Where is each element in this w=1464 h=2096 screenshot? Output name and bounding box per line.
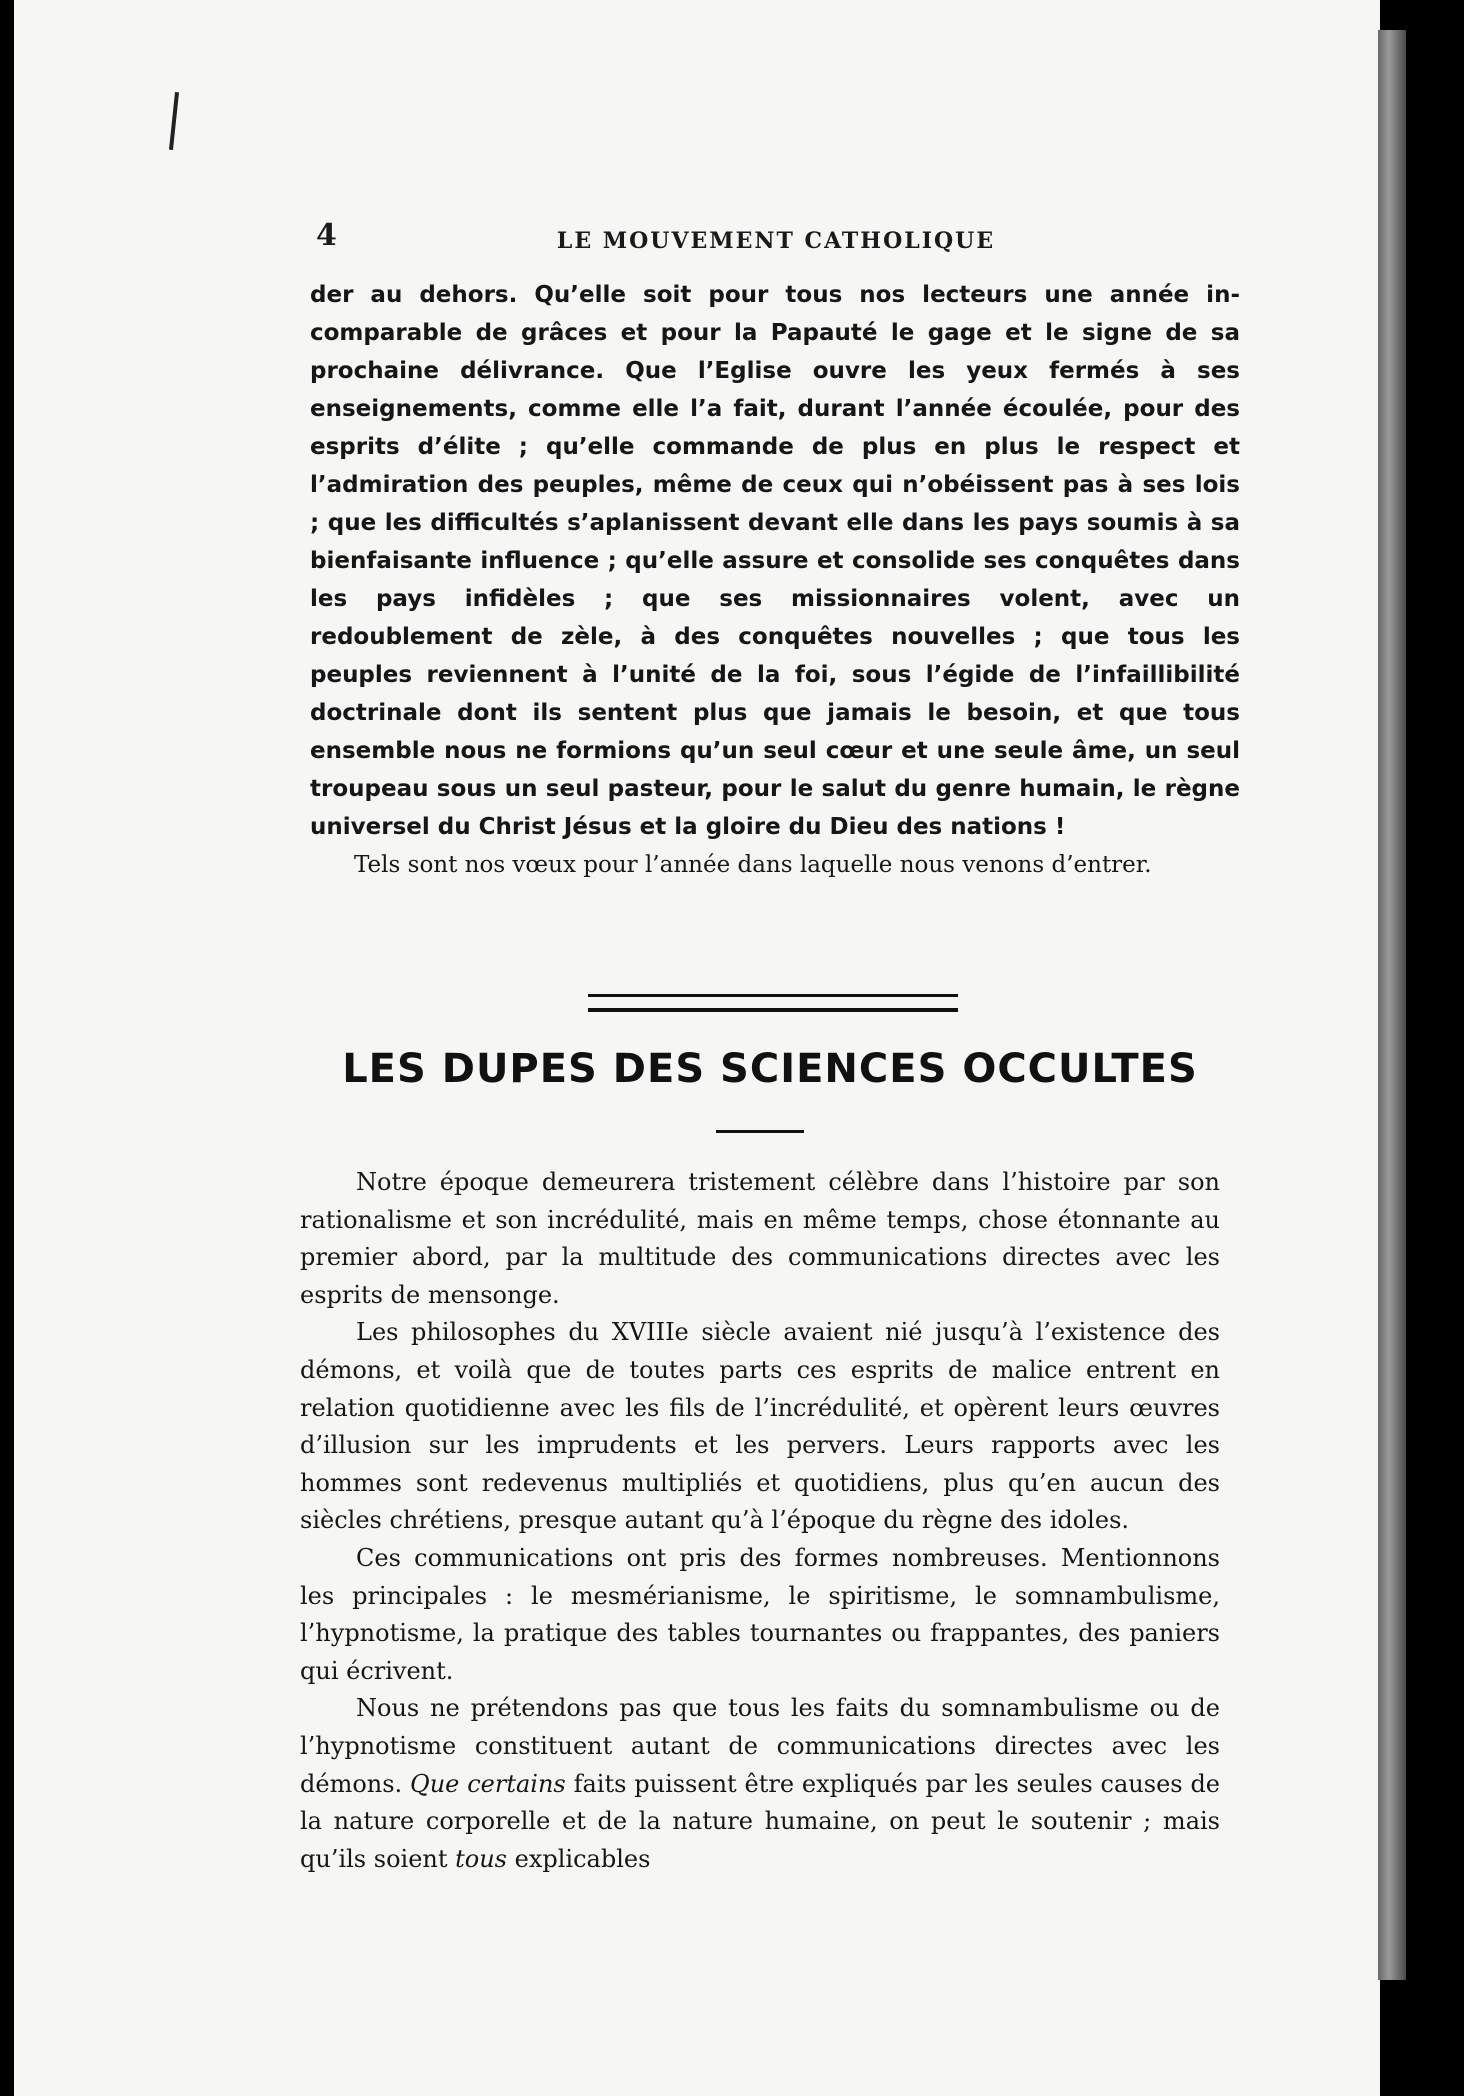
p4-text-a: Nous ne prétendons pas que tous les faits du somnambulisme ou de l’hypnotisme constituent autant de communications directes avec les démons. xyxy=(300,1694,1220,1798)
p4-emphasis-a: Que certains xyxy=(410,1769,566,1798)
p4-emphasis-b: tous xyxy=(455,1844,507,1873)
page-header xyxy=(316,218,1236,258)
intro-text xyxy=(310,276,1240,884)
p4-text-b: faits puissent être expliqués par les seules causes de la nature corporelle et de la nature humaine, on peut le soutenir ; mais qu’ils soient xyxy=(300,1769,1221,1873)
article-paragraph-2: Les philosophes du XVIIIe siècle avaient nié jusqu’à l’existence des démons, et voilà que de toutes parts ces esprits de malice entrent en relation quotidienne avec les fils de l’incrédulité, et opèrent leurs œuvres d’illusion sur les imprudents et les pervers. Leurs rapports avec les hommes sont redevenus multipliés et quotidiens, plus qu’en aucun des siècles chrétiens, presque autant qu’à l’époque du règne des idoles. xyxy=(300,1318,1220,1535)
intro-closing: Tels sont nos vœux pour l’année dans laquelle nous venons d’entrer. xyxy=(354,852,1152,878)
separator-rule-thick xyxy=(588,1008,958,1012)
intro-paragraph: der au dehors. Qu’elle soit pour tous nos lecteurs une année in-comparable de grâces et pour la Papauté le gage et le signe de sa prochaine délivrance. Que l’Eglise ouvre les yeux fermés à ses enseignements, comme elle l’a fait, durant l’année écoulée, pour des esprits d’élite ; qu’elle commande de plus en plus le respect et l’admiration des peuples, même de ceux qui n’obéissent pas à ses lois ; que les difficultés s’aplanissent devant elle dans les pays soumis à sa bienfaisante influence ; qu’elle assure et consolide ses conquêtes dans les pays infidèles ; que ses missionnaires volent, avec un redoublement de zèle, à des conquêtes nouvelles ; que tous les peuples reviennent à l’unité de la foi, sous l’égide de l’infaillibilité doctrinale dont ils sentent plus que jamais le besoin, et que tous ensemble nous ne formions qu’un seul cœur et une seule âme, un seul troupeau sous un seul pasteur, pour le salut du genre humain, le règne universel du Christ Jésus et la gloire du Dieu des nations ! xyxy=(310,282,1240,840)
page-number: 4 xyxy=(316,218,337,253)
p4-text-c: explicables xyxy=(507,1844,651,1873)
article-paragraph-4 xyxy=(300,1690,1220,1878)
running-title: LE MOUVEMENT CATHOLIQUE xyxy=(556,228,996,254)
article-paragraph-1: Notre époque demeurera tristement célèbre dans l’histoire par son rationalisme et son incrédulité, mais en même temps, chose étonnante au premier abord, par la multitude des communications directes avec les esprits de mensonge. xyxy=(300,1168,1220,1309)
page-edge-shadow xyxy=(1378,30,1406,1980)
separator-rule-thin xyxy=(588,994,958,997)
article-body xyxy=(300,1164,1220,1878)
article-title: LES DUPES DES SCIENCES OCCULTES xyxy=(342,1046,1198,1092)
article-paragraph-3: Ces communications ont pris des formes nombreuses. Mentionnons les principales : le mesmérianisme, le spiritisme, le somnambulisme, l’hypnotisme, la pratique des tables tournantes ou frappantes, des paniers qui écrivent. xyxy=(300,1543,1220,1685)
title-underline-rule xyxy=(716,1130,804,1133)
